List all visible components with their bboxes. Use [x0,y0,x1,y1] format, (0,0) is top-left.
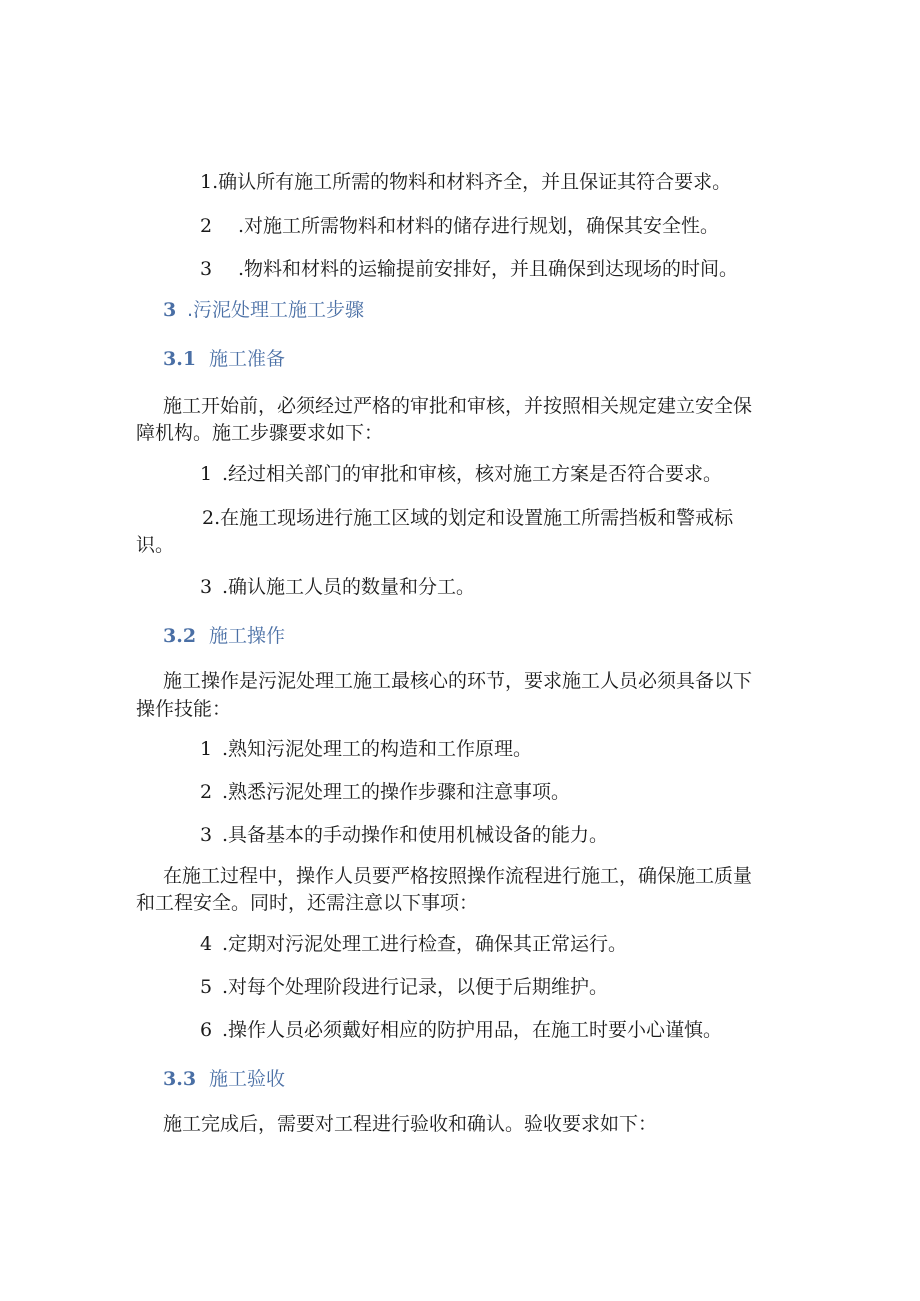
heading-title: 施工验收 [209,1068,286,1090]
list-item [200,780,570,804]
heading-number: 3 [163,299,177,321]
item-text: .具备基本的手动操作和使用机械设备的能力。 [222,824,609,846]
item-text: .熟知污泥处理工的构造和工作原理。 [222,738,533,760]
list-item [200,462,722,486]
list-item [200,823,608,847]
subsection-heading [163,347,285,371]
list-item [200,257,738,281]
list-item [200,737,532,761]
item-number: 2 [200,215,213,237]
paragraph-line: 施工操作是污泥处理工施工最核心的环节，要求施工人员必须具备以下 [163,670,753,692]
list-item [200,932,627,956]
heading-title: 施工操作 [209,625,286,647]
paragraph-line: 施工完成后，需要对工程进行验收和确认。验收要求如下： [163,1113,658,1135]
item-number: 1 [200,171,213,193]
subsection-heading [163,624,285,648]
list-item [200,1018,722,1042]
item-text: .物料和材料的运输提前安排好，并且确保到达现场的时间。 [238,258,739,280]
list-item [200,575,475,599]
list-item [200,975,608,999]
list-item [200,170,731,194]
item-number: 5 [200,976,213,998]
heading-number: 3.3 [163,1068,197,1090]
item-number: 6 [200,1019,213,1041]
item-number: 4 [200,933,213,955]
list-item [202,506,733,530]
item-number: 2 [200,781,213,803]
item-number: 1 [200,738,213,760]
heading-title: .污泥处理工施工步骤 [187,299,365,321]
item-text: .确认所有施工所需的物料和材料齐全，并且保证其符合要求。 [212,171,732,193]
item-number: 3 [200,258,213,280]
subsection-heading [163,1067,285,1091]
item-text: .对每个处理阶段进行记录，以便于后期维护。 [222,976,609,998]
heading-number: 3.1 [163,348,197,370]
item-number: 2 [202,507,215,529]
paragraph-line: 操作技能： [136,698,232,720]
paragraph-line: 施工开始前，必须经过严格的审批和审核，并按照相关规定建立安全保 [163,395,753,417]
item-text: .确认施工人员的数量和分工。 [222,576,476,598]
section-heading [163,298,364,322]
list-item-continuation: 识。 [136,534,175,556]
paragraph-line: 障机构。施工步骤要求如下： [136,422,384,444]
heading-title: 施工准备 [209,348,286,370]
item-number: 3 [200,824,213,846]
list-item [200,214,719,238]
item-text: .对施工所需物料和材料的储存进行规划，确保其安全性。 [238,215,720,237]
paragraph-line: 和工程安全。同时，还需注意以下事项： [136,892,479,914]
item-text: .在施工现场进行施工区域的划定和设置施工所需挡板和警戒标 [214,507,734,529]
item-text: .熟悉污泥处理工的操作步骤和注意事项。 [222,781,571,803]
item-text: .经过相关部门的审批和审核，核对施工方案是否符合要求。 [222,463,723,485]
heading-number: 3.2 [163,625,197,647]
paragraph-line: 在施工过程中，操作人员要严格按照操作流程进行施工，确保施工质量 [163,865,753,887]
item-number: 1 [200,463,213,485]
item-number: 3 [200,576,213,598]
item-text: .定期对污泥处理工进行检查，确保其正常运行。 [222,933,628,955]
item-text: .操作人员必须戴好相应的防护用品，在施工时要小心谨慎。 [222,1019,723,1041]
